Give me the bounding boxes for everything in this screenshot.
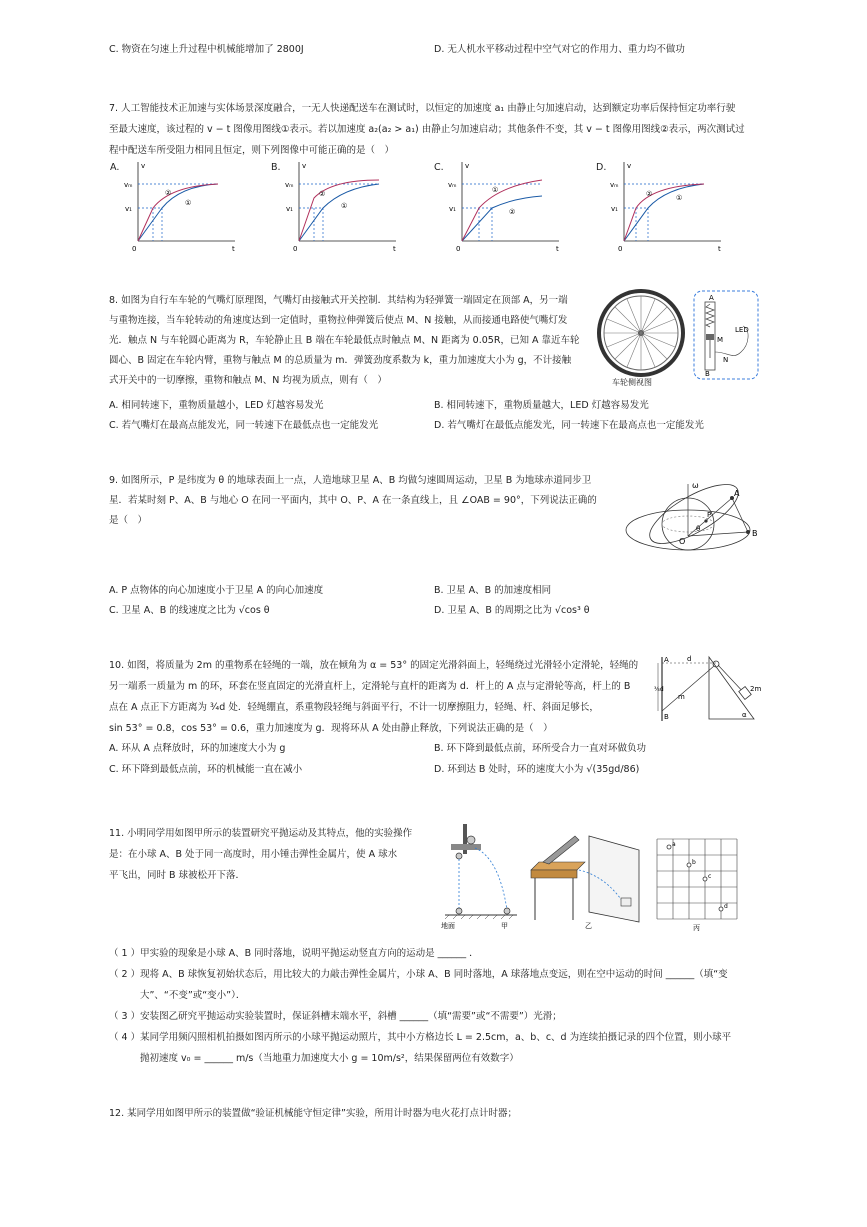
q8-option-b: B. 相同转速下，重物质量越大，LED 灯越容易发光 [434, 400, 649, 411]
axis-origin: 0 [293, 245, 298, 253]
q9-option-b: B. 卫星 A、B 的加速度相同 [434, 585, 552, 596]
axis-t: t [393, 245, 396, 253]
q7-option-d-label: D. [596, 162, 607, 173]
q8-line-2: 与重物连接，当车轮转动的角速度达到一定值时，重物拉伸弹簧后使点 M、N 接触，从而接通电路使气嘴灯发 [109, 315, 568, 326]
axis-t: t [718, 245, 721, 253]
figure-bing-caption: 丙 [693, 924, 700, 932]
curve-2-label: ② [509, 208, 516, 216]
v1-label: v₁ [611, 205, 618, 213]
axis-t: t [232, 245, 235, 253]
axis-v: v [465, 162, 470, 170]
option-d-top: D. 无人机水平移动过程中空气对它的作用力、重力均不做功 [434, 44, 685, 55]
q7-graph-b [271, 158, 411, 258]
q7-line-3: 程中配送车所受阻力相同且恒定，则下列图像中可能正确的是（ ） [109, 145, 395, 156]
axis-v: v [141, 162, 146, 170]
q9-option-a: A. P 点物体的向心加速度小于卫星 A 的向心加速度 [109, 585, 324, 596]
vm-label: vₘ [448, 181, 457, 189]
q8-line-3: 光．触点 N 与车轮圆心距离为 R，车轮静止且 B 端在车轮最低点时触点 M、N 距离为 0.05R，已知 A 靠近车轮 [109, 335, 580, 346]
satellite-orbit-figure [622, 478, 767, 576]
point-m-label: M [717, 336, 724, 344]
question-12: 12. 某同学用如图甲所示的装置做“验证机械能守恒定律”实验，所用计时器为电火花打点计时器； [109, 1108, 517, 1119]
figure-yi-caption: 乙 [585, 922, 592, 930]
omega-label: ω [692, 481, 699, 490]
center-o-label: O [679, 537, 686, 546]
bicycle-wheel-figure [596, 289, 686, 395]
curve-1-label: ① [185, 199, 192, 207]
pulley-incline-icon [654, 653, 762, 725]
q10-line-3: 点在 A 点正下方距离为 ¾d 处．轻绳绷直，系重物段轻绳与斜面平行，不计一切摩擦阻力，轻绳、杆、斜面足够长， [109, 702, 599, 713]
q10-option-a: A. 环从 A 点释放时，环的加速度大小为 g [109, 743, 286, 754]
grid-photo-icon [655, 837, 741, 932]
curve-1-label: ① [676, 194, 683, 202]
q7-option-c-label: C. [434, 162, 444, 173]
satellite-b-label: B [752, 529, 758, 538]
q9-line-3: 是（ ） [109, 515, 148, 526]
axis-origin: 0 [132, 245, 137, 253]
satellite-a-label: A [734, 489, 740, 498]
ground-label: 地面 [441, 922, 455, 930]
figure-bing [655, 837, 741, 932]
axis-v: v [627, 162, 632, 170]
q9-option-c: C. 卫星 A、B 的线速度之比为 √cos θ [109, 605, 270, 616]
point-n-label: N [723, 356, 729, 364]
q8-line-1: 8. 如图为自行车车轮的气嘴灯原理图，气嘴灯由接触式开关控制．其结构为轻弹簧一端固定在顶部 A，另一端 [109, 295, 568, 306]
q7-graph-d [596, 158, 736, 258]
option-c-top: C. 物资在匀速上升过程中机械能增加了 2800J [109, 44, 304, 55]
grid-point-c: c [708, 873, 712, 880]
ramp-board-icon [527, 830, 647, 930]
led-label: LED [735, 326, 749, 334]
q8-option-d: D. 若气嘴灯在最低点能发光，同一转速下在最高点也一定能发光 [434, 420, 704, 431]
q8-option-c: C. 若气嘴灯在最高点能发光，同一转速下在最低点也一定能发光 [109, 420, 379, 431]
q11-sub-4-cont: 抛初速度 v₀ = ______ m/s（当地重力加速度大小 g = 10m/s²，结果保留两位有效数字） [140, 1053, 519, 1064]
q10-line-4: sin 53° = 0.8，cos 53° = 0.6，重力加速度为 g．现将环从 A 处由静止释放，下列说法正确的是（ ） [109, 723, 553, 734]
figure-jia [441, 818, 521, 930]
point-p-label: P [707, 511, 712, 519]
q11-sub-2-cont: 大”、“不变”或“变小”）． [140, 990, 246, 1001]
vt-graph-b [271, 158, 411, 258]
figure-jia-caption: 甲 [501, 922, 508, 930]
wheel-caption: 车轮侧视图 [612, 378, 652, 387]
curve-1-label: ① [492, 186, 499, 194]
v1-label: v₁ [449, 205, 456, 213]
switch-detail-figure [693, 290, 759, 380]
q11-sub-2: （ 2 ）现将 A、B 球恢复初始状态后，用比较大的力敲击弹性金属片，小球 A、B 同时落地，A 球落地点变远，则在空中运动的时间 ______（填“变 [109, 969, 728, 980]
v1-label: v₁ [125, 205, 132, 213]
q7-line-1: 7. 人工智能技术正加速与实体场景深度融合，一无人快递配送车在测试时，以恒定的加速度 a₁ 由静止匀加速启动，达到额定功率后保持恒定功率行驶 [109, 103, 736, 114]
q9-line-1: 9. 如图所示，P 是纬度为 θ 的地球表面上一点，人造地球卫星 A、B 均做匀速圆周运动，卫星 B 为地球赤道同步卫 [109, 475, 592, 486]
point-a-label: A [709, 294, 714, 302]
theta-label: θ [696, 525, 701, 533]
point-b-label: B [664, 713, 669, 721]
axis-origin: 0 [456, 245, 461, 253]
curve-2-label: ② [165, 189, 172, 197]
q10-option-b: B. 环下降到最低点前，环所受合力一直对环做负功 [434, 743, 647, 754]
q11-sub-3: （ 3 ）安装图乙研究平抛运动实验装置时，保证斜槽末端水平，斜槽 ______（填“需要”或“不需要”）光滑； [109, 1011, 562, 1022]
mass-2m-label: 2m [750, 685, 762, 693]
q11-line-3: 平飞出，同时 B 球被松开下落． [109, 870, 246, 881]
q10-option-d: D. 环到达 B 处时，环的速度大小为 √(35gd/86) [434, 764, 640, 775]
q9-option-d: D. 卫星 A、B 的周期之比为 √cos³ θ [434, 605, 590, 616]
curve-1-label: ① [341, 202, 348, 210]
point-b-label: B [705, 370, 710, 378]
grid-point-b: b [692, 859, 696, 866]
q7-graph-c [434, 158, 574, 258]
q11-sub-4: （ 4 ）某同学用频闪照相机拍摄如图丙所示的小球平抛运动照片，其中小方格边长 L = 2.5cm，a、b、c、d 为连续拍摄记录的四个位置，则小球平 [109, 1032, 732, 1043]
q8-line-4: 圆心、B 固定在车轮内臂，重物与触点 M 的总质量为 m．弹簧劲度系数为 k，重力加速度大小为 g，不计接触 [109, 355, 572, 366]
vt-graph-c [434, 158, 574, 258]
grid-point-d: d [724, 903, 728, 910]
angle-alpha-label: α [742, 711, 747, 719]
figure-yi [527, 830, 647, 930]
point-a-label: A [664, 656, 669, 664]
projectile-apparatus-icon [441, 818, 521, 930]
q10-line-1: 10. 如图，将质量为 2m 的重物系在轻绳的一端，放在倾角为 α = 53° 的固定光滑斜面上，轻绳绕过光滑轻小定滑轮，轻绳的 [109, 660, 639, 671]
q11-line-1: 11. 小明同学用如图甲所示的装置研究平抛运动及其特点，他的实验操作 [109, 828, 413, 839]
distance-d-label: d [687, 655, 692, 663]
grid-point-a: a [672, 841, 676, 848]
q11-line-2: 是：在小球 A、B 处于同一高度时，用小锤击弹性金属片，使 A 球水 [109, 849, 398, 860]
curve-2-label: ② [319, 190, 326, 198]
axis-t: t [556, 245, 559, 253]
pulley-incline-figure [654, 653, 762, 725]
switch-detail-icon [693, 290, 759, 380]
vm-label: vₘ [124, 181, 133, 189]
q7-line-2: 至最大速度，该过程的 v − t 图像用图线①表示。若以加速度 a₂(a₂ > a₁) 由静止匀加速启动；其他条件不变，其 v − t 图像用图线②表示，两次测试过 [109, 124, 745, 135]
q10-option-c: C. 环下降到最低点前，环的机械能一直在减小 [109, 764, 303, 775]
earth-satellite-icon [622, 478, 767, 576]
curve-2-label: ② [646, 190, 653, 198]
q7-option-a-label: A. [110, 162, 120, 173]
q8-line-5: 式开关中的一切摩擦，重物和触点 M、N 均视为质点，则有（ ） [109, 375, 387, 386]
vt-graph-a [110, 158, 250, 258]
axis-origin: 0 [618, 245, 623, 253]
vm-label: vₘ [610, 181, 619, 189]
ring-m-label: m [678, 693, 685, 701]
q8-option-a: A. 相同转速下，重物质量越小，LED 灯越容易发光 [109, 400, 324, 411]
q9-line-2: 星．若某时刻 P、A、B 与地心 O 在同一平面内，其中 O、P、A 在一条直线上，且 ∠OAB = 90°，下列说法正确的 [109, 495, 597, 506]
q10-line-2: 另一端系一质量为 m 的环，环套在竖直固定的光滑直杆上，定滑轮与直杆的距离为 d．杆上的 A 点与定滑轮等高，杆上的 B [109, 681, 631, 692]
three-quarter-d-label: ¾d [654, 686, 664, 693]
v1-label: v₁ [286, 205, 293, 213]
q7-option-b-label: B. [271, 162, 281, 173]
vt-graph-d [596, 158, 736, 258]
q7-graph-a [110, 158, 250, 258]
axis-v: v [302, 162, 307, 170]
q11-sub-1: （ 1 ）甲实验的现象是小球 A、B 同时落地，说明平抛运动竖直方向的运动是 ______ ． [109, 948, 479, 959]
vm-label: vₘ [285, 181, 294, 189]
